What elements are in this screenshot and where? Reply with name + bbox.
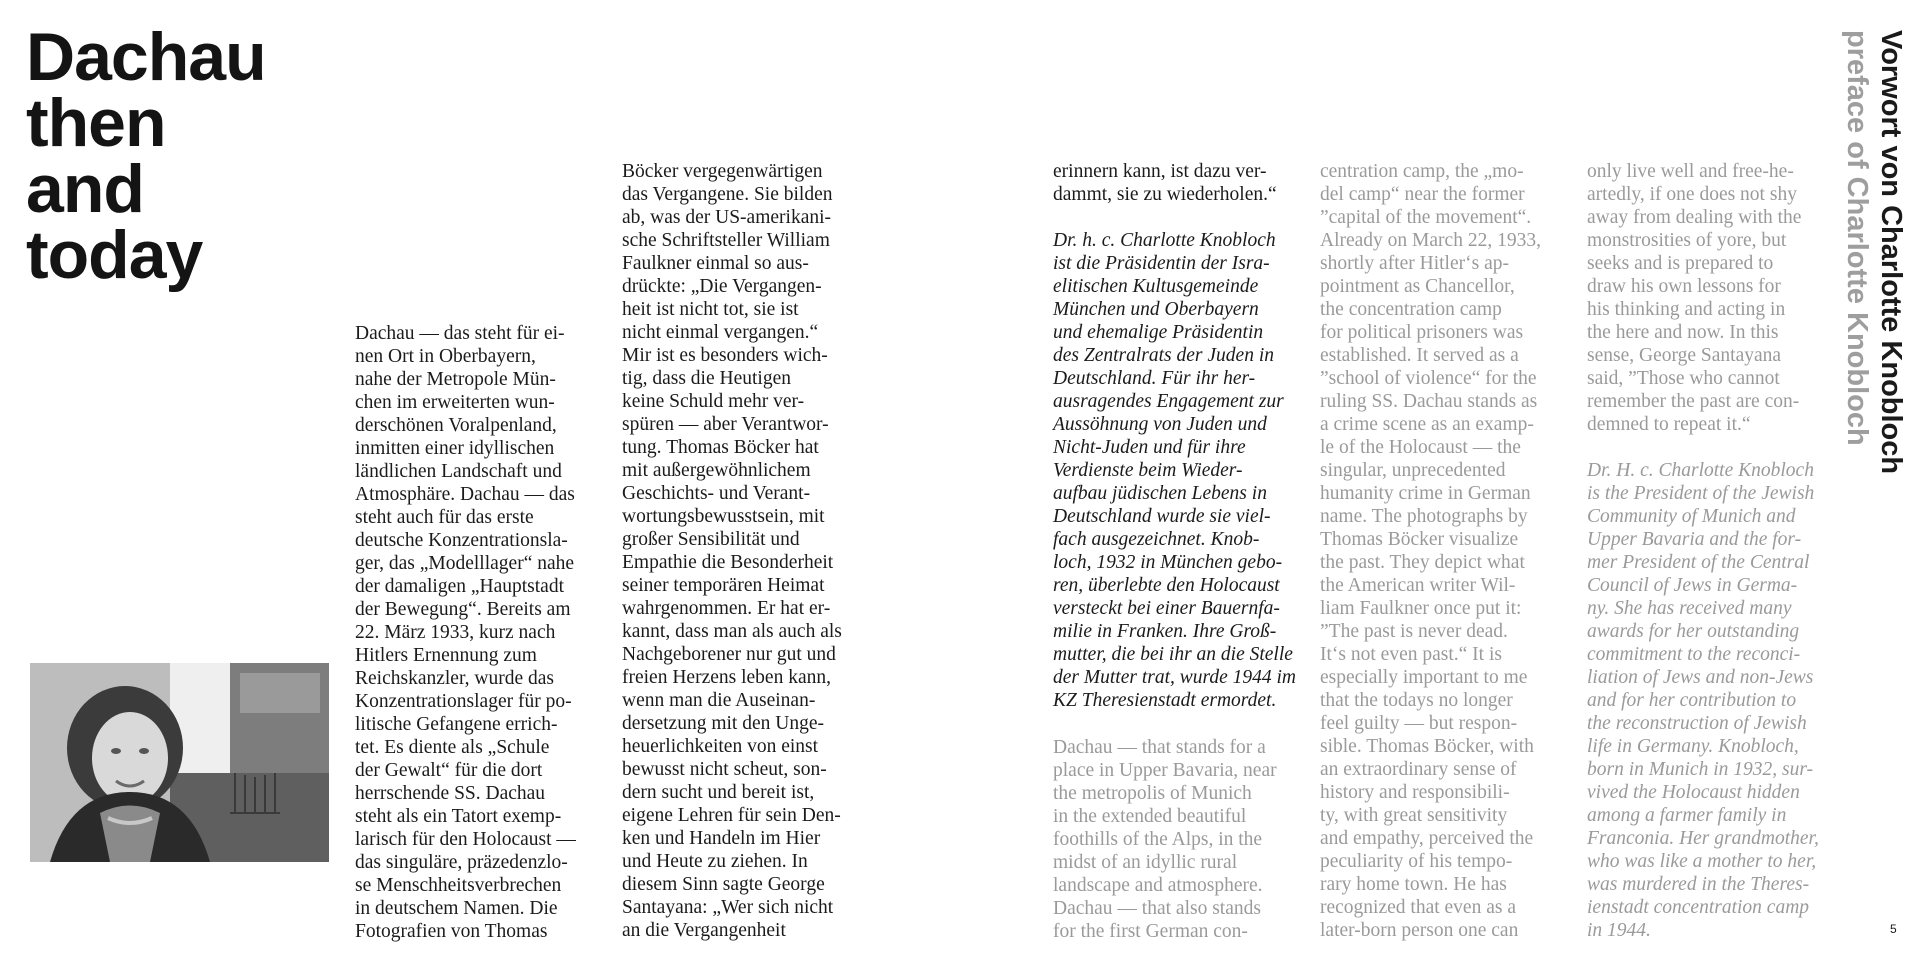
side-heading-english: preface of Charlotte Knobloch — [1841, 30, 1873, 446]
title-line-2: then — [26, 85, 166, 161]
side-heading-german: Vorwort von Charlotte Knobloch — [1875, 30, 1907, 475]
title-line-4: today — [26, 217, 203, 293]
page-title — [26, 19, 266, 293]
english-author-bio: Dr. H. c. Charlotte Knobloch is the President of the Jewish Community of Munich and Upper Bavaria and the for- mer President of the Central Council of Jews in Germa- ny. She has received many awards for her outstanding commitment to the reconci- liation of Jews and non-Jews and for her contribution to the reconstruction of Jewish life in Germany. Knobloch, born in Munich in 1932, sur- vived the Holocaust hidden among a farmer family in Franconia. Her grandmother, who was like a mother to her, was murdered in the Theres- ienstadt concentration camp in 1944. — [1587, 460, 1819, 941]
german-column-1: Dachau — das steht für ei- nen Ort in Oberbayern, nahe der Metropole Mün- chen im erweiterten wun- derschönen Voralpenland, inmitten einer idyllischen ländlichen Landschaft und Atmosphäre. Dachau — das steht auch für das erste deutsche Konzentrationsla- ger, das „Modelllager“ nahe der damaligen „Hauptstadt der Bewegung“. Bereits am 22. März 1933, kurz nach Hitlers Ernennung zum Reichskanzler, wurde das Konzentrationslager für po- litische Gefangene errich- tet. Es diente als „Schule der Gewalt“ für die dort herrschende SS. Dachau steht als ein Tatort exemp- larisch für den Holocaust — das singuläre, präzedenzlo- se Menschheitsverbrechen in deutschem Namen. Die Fotografien von Thomas — [355, 323, 576, 942]
title-line-3: and — [26, 151, 144, 227]
german-author-bio: Dr. h. c. Charlotte Knobloch ist die Präsidentin der Isra- elitischen Kultusgemeinde München und Oberbayern und ehemalige Präsidentin des Zentralrats der Juden in Deutschland. Für ihr her- ausragendes Engagement zur Aussöhnung von Juden und Nicht-Juden und für ihre Verdienste beim Wieder- aufbau jüdischen Lebens in Deutschland wurde sie viel- fach ausgezeichnet. Knob- loch, 1932 in München gebo- ren, überlebte den Holocaust versteckt bei einer Bauernfa- milie in Franken. Ihre Groß- mutter, die bei ihr an die Stelle der Mutter trat, wurde 1944 im KZ Theresienstadt ermordet. — [1053, 230, 1297, 711]
page-number: 5 — [1890, 922, 1897, 936]
english-column-3-closing: only live well and free-he- artedly, if one does not shy away from dealing with the monstrosities of yore, but seeks and is prepared to draw his own lessons for his thinking and acting in the here and now. In this sense, George Santayana said, ”Those who cannot remember the past are con- demned to repeat it.“ — [1587, 161, 1802, 435]
portrait-illustration — [30, 663, 329, 862]
portrait-photo — [30, 663, 329, 862]
german-column-2: Böcker vergegenwärtigen das Vergangene. Sie bilden ab, was der US-amerikani- sche Schriftsteller William Faulkner einmal so aus- drückte: „Die Vergangen- heit ist nicht tot, sie ist nicht einmal vergangen.“ Mir ist es besonders wich- tig, dass die Heutigen keine Schuld mehr ver- spüren — aber Verantwor- tung. Thomas Böcker hat mit außergewöhnlichem Geschichts- und Verant- wortungsbewusstsein, mit großer Sensibilität und Empathie die Besonderheit seiner temporären Heimat wahrgenommen. Er hat er- kannt, dass man als auch als Nachgeborener nur gut und freien Herzens leben kann, wenn man die Auseinan- dersetzung mit den Unge- heuerlichkeiten von einst bewusst nicht scheut, son- dern sucht und bereit ist, eigene Lehren für sein Den- ken und Handeln im Hier und Heute zu ziehen. In diesem Sinn sagte George Santayana: „Wer sich nicht an die Vergangenheit — [622, 161, 842, 941]
english-column-1: Dachau — that stands for a place in Upper Bavaria, near the metropolis of Munich in the extended beautiful foothills of the Alps, in the midst of an idyllic rural landscape and atmosphere. Dachau — that also stands for the first German con- — [1053, 737, 1277, 942]
side-heading — [1840, 30, 1908, 474]
title-line-1: Dachau — [26, 19, 266, 95]
english-column-2: centration camp, the „mo- del camp“ near the former ”capital of the movement“. Already on March 22, 1933, shortly after Hitler‘s ap- pointment as Chancellor, the concentration camp for political prisoners was established. It served as a ”school of violence“ for the ruling SS. Dachau stands as a crime scene as an examp- le of the Holocaust — the singular, unprecedented humanity crime in German name. The photographs by Thomas Böcker visualize the past. They depict what the American writer Wil- liam Faulkner once put it: ”The past is never dead. It‘s not even past.“ It is especially important to me that the todays no longer feel guilty — but respon- sible. Thomas Böcker, with an extraordinary sense of history and responsibili- ty, with great sensitivity and empathy, perceived the peculiarity of his tempo- rary home town. He has recognized that even as a later-born person one can — [1320, 161, 1541, 941]
german-column-3-closing: erinnern kann, ist dazu ver- dammt, sie zu wiederholen.“ — [1053, 161, 1277, 205]
